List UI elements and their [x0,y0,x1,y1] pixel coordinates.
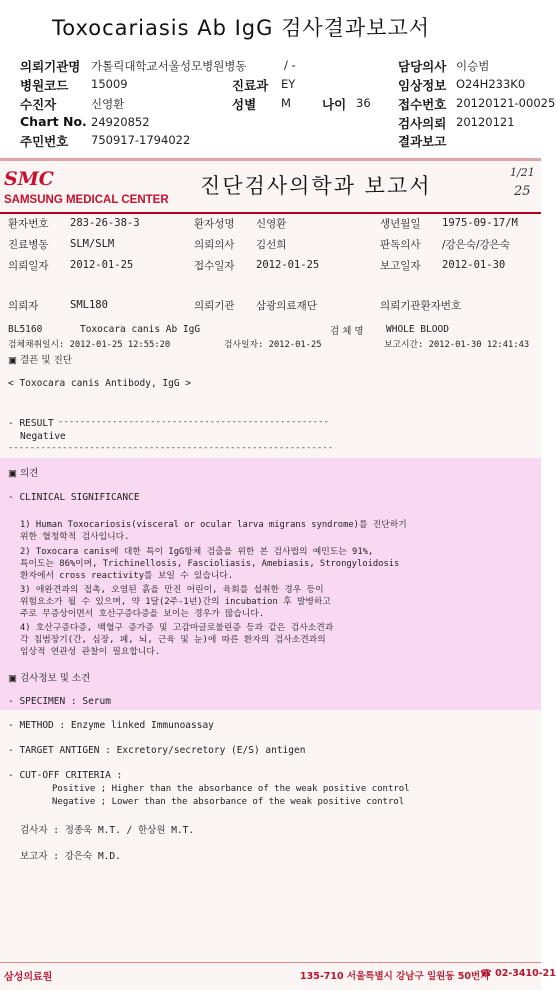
clinical-line: 4) 호산구증다증, 백혈구 증가증 및 고감마글로불린증 등과 같은 검사소견과 [20,623,334,633]
value-specimen: WHOLE BLOOD [386,324,449,335]
value-test-request: 20120121 [456,115,515,129]
footer-phone: ☎ 02-3410-21 [480,968,556,979]
clinical-line: 2) Toxocara canis에 대한 특이 IgG항체 검출을 위한 본 검사법의 예민도는 91%, [20,547,374,557]
label-report-date: 보고일자 [380,260,421,272]
label-department: 진료과 [232,78,269,93]
result-end-rule: ------------------------------------------------------------ [8,443,334,453]
value-sex: M [281,96,291,110]
handwritten-date: 1/21 [510,166,535,179]
value-requesting-institution: 삼광의료재단 [256,300,317,312]
label-test-request: 검사의뢰 [398,116,447,131]
antibody-title: < Toxocara canis Antibody, IgG > [8,378,192,389]
method-line: - METHOD : Enzyme linked Immunoassay [8,720,214,731]
value-hospital-code: 15009 [91,77,128,91]
value-patient-no: 283-26-38-3 [70,217,140,229]
value-resident-no: 750917-1794022 [91,133,191,147]
value-ward-code: SLM/SLM [70,238,115,250]
footer-org: 삼성의료원 [4,972,53,983]
handwritten-number: 25 [514,184,531,199]
label-patient-no: 환자번호 [8,218,49,230]
value-chart-no: 24920852 [91,115,150,129]
clinical-significance: - CLINICAL SIGNIFICANCE [8,492,140,503]
clinical-line: 위험요소가 될 수 있으며, 약 1달(2주-1년)간의 incubation 후 발병하고 [20,597,331,607]
value-requesting-doctor: 김선희 [256,239,287,251]
clinical-line: 특이도는 86%이며, Trichinellosis, Fascioliasis, Amebiasis, Strongyloidosis [20,559,400,569]
target-antigen-line: - TARGET ANTIGEN : Excretory/secretory (E/S) antigen [8,745,306,756]
label-requesting-institution: 의뢰기관 [194,300,235,312]
clinical-line: 주로 무증상이면서 호산구증다증을 보이는 경우가 많습니다. [20,609,265,619]
test-info-heading: ▣ 검사정보 및 소견 [8,673,91,684]
test-date: 검사일자: 2012-01-25 [224,340,322,350]
label-clinical-info: 임상정보 [398,78,447,93]
label-requesting-doctor: 의뢰의사 [194,239,235,251]
footer-rule [0,962,541,963]
value-receipt-no: 20120121-00025 [456,96,556,110]
value-patient: 신영환 [91,97,125,111]
label-ward: 진료병동 [8,239,49,251]
value-birth: 1975-09-17/M [442,217,518,229]
value-patient-name: 신영환 [256,218,287,230]
label-age: 나이 [322,97,347,112]
reporter-line: 보고자 : 강은숙 M.D. [20,851,121,862]
result-value: Negative [20,431,66,442]
opinion-heading: ▣ 의견 [8,468,39,479]
clinical-line: 위한 혈청학적 검사입니다. [20,532,130,542]
label-patient-name: 환자성명 [194,218,235,230]
label-hospital-code: 병원코드 [20,78,69,93]
negative-criteria: Negative ; Lower than the absorbance of the weak positive control [52,797,405,807]
center-name: SAMSUNG MEDICAL CENTER [4,194,169,206]
result-label: - RESULT [8,418,54,429]
label-institution-patient-no: 의뢰기관환자번호 [380,300,462,312]
label-doctor: 담당의사 [398,59,447,74]
label-receipt-no: 접수번호 [398,97,447,112]
report-time: 보고시간: 2012-01-30 12:41:43 [384,340,530,350]
value-reader: /강은숙/강은숙 [442,239,510,251]
value-doctor: 이승범 [456,59,490,73]
report-title: 진단검사의학과 보고서 [200,174,432,198]
label-reader: 판독의사 [380,239,421,251]
clinical-line: 각 침범장기(간, 심장, 폐, 뇌, 근육 및 눈)에 따른 환자의 검사소견과의 [20,635,326,645]
title-rule [0,212,541,214]
clinical-line: 3) 애완견과의 접촉, 오염된 흙을 만진 어린이, 육회를 섭취한 경우 등이 [20,585,324,595]
clinical-line: 임상적 연관성 관찰이 필요합니다. [20,647,161,657]
label-requesting-org: 의뢰기관명 [20,59,81,74]
smc-logo: SMC [4,168,54,190]
label-patient: 수진자 [20,97,57,112]
cutoff-line: - CUT-OFF CRITERIA : [8,770,123,781]
label-specimen: 검 체 명 [330,326,364,337]
result-dash-rule: -------------------------------------------------- [58,417,329,427]
label-result-report: 결과보고 [398,134,447,149]
label-chart-no: Chart No. [20,114,87,129]
clinical-line: 환자에서 cross reactivity를 보일 수 있습니다. [20,571,234,581]
value-request-date: 2012-01-25 [70,259,134,271]
collection-time: 검체채취일시: 2012-01-25 12:55:20 [8,340,171,350]
specimen-line: - SPECIMEN : Serum [8,696,111,707]
result-heading: ▣ 결픈 및 진단 [8,355,72,366]
label-resident-no: 주민번호 [20,134,69,149]
value-age: 36 [356,96,371,110]
clinical-line: 1) Human Toxocariosis(visceral or ocular larva migrans syndrome)를 진단하기 [20,520,407,530]
footer-address: 135-710 서울특별시 강남구 일원동 50번지 [300,971,490,982]
report-top-edge [0,158,541,161]
label-request-date: 의뢰일자 [8,260,49,272]
tester-line: 검사자 : 정종욱 M.T. / 한상원 M.T. [20,825,195,836]
value-report-date: 2012-01-30 [442,259,506,271]
label-receive-date: 접수일자 [194,260,235,272]
label-birth: 생년월일 [380,218,421,230]
value-ward: / - [284,58,296,72]
label-requester: 의뢰자 [8,300,39,312]
document-title: Toxocariasis Ab IgG 검사결과보고서 [52,16,431,40]
test-code: BL5160 [8,324,43,335]
value-department: EY [281,77,296,91]
value-receive-date: 2012-01-25 [256,259,320,271]
positive-criteria: Positive ; Higher than the absorbance of the weak positive control [52,784,410,794]
value-requesting-org: 가톨릭대학교서울성모병원병동 [91,59,247,73]
value-requester: SML180 [70,299,108,311]
value-clinical-info: O24H233K0 [456,77,526,91]
label-sex: 성별 [232,97,257,112]
test-name: Toxocara canis Ab IgG [80,324,201,335]
